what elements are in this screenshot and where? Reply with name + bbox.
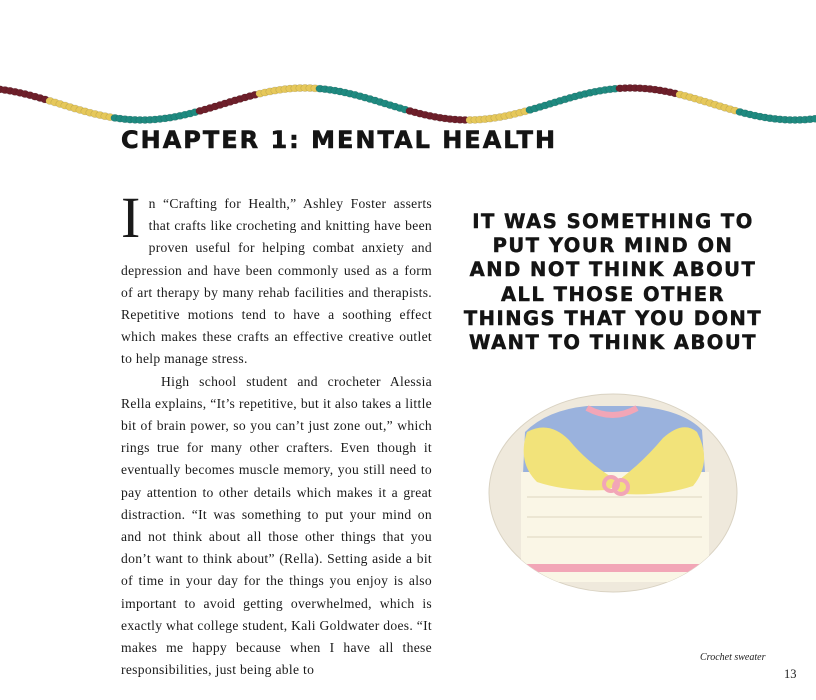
paragraph-2: High school student and crocheter Alessia Rella explains, “It’s repetitive, but it also takes a little bit of brain power, so you can’t just zone out,” which rings true for many other crafters. Even though it eventually becomes muscle memory, you still need to pay attention to other details which makes it a great distraction. “It was something to put your mind on and not think about all those other things that you don’t want to think about” (Rella). Setting aside a bit of time in your day for the things you enjoy is also important to avoid getting overwhelmed, which is exactly what college student, Kali Goldwater does. “It makes me happy because when I have all these responsibilities, just being able to — [121, 373, 433, 678]
chapter-title: CHAPTER 1: MENTAL HEALTH — [121, 126, 558, 154]
paragraph-1 — [121, 185, 432, 371]
rope-stitch — [811, 115, 816, 122]
photo-caption: Crochet sweater — [700, 652, 766, 663]
pull-quote: IT WAS SOMETHING TO PUT YOUR MIND ON AND NOT THINK ABOUT ALL THOSE OTHER THINGS THAT YOU DONT WANT TO THINK ABOUT — [463, 210, 763, 355]
crochet-sweater-photo — [487, 392, 739, 594]
article-body — [121, 185, 433, 681]
paragraph-1-text: n “Crafting for Health,” Ashley Foster asserts that crafts like crocheting and knitting have been proven useful for helping combat anxiety and depression and have been commonly used as a form of art therapy by many rehab facilities and therapists. Repetitive motions tend to have a soothing effect which makes these crafts an effective creative outlet to help manage stress. — [121, 196, 432, 367]
page-number: 13 — [784, 667, 797, 681]
drop-cap: I — [121, 185, 141, 250]
